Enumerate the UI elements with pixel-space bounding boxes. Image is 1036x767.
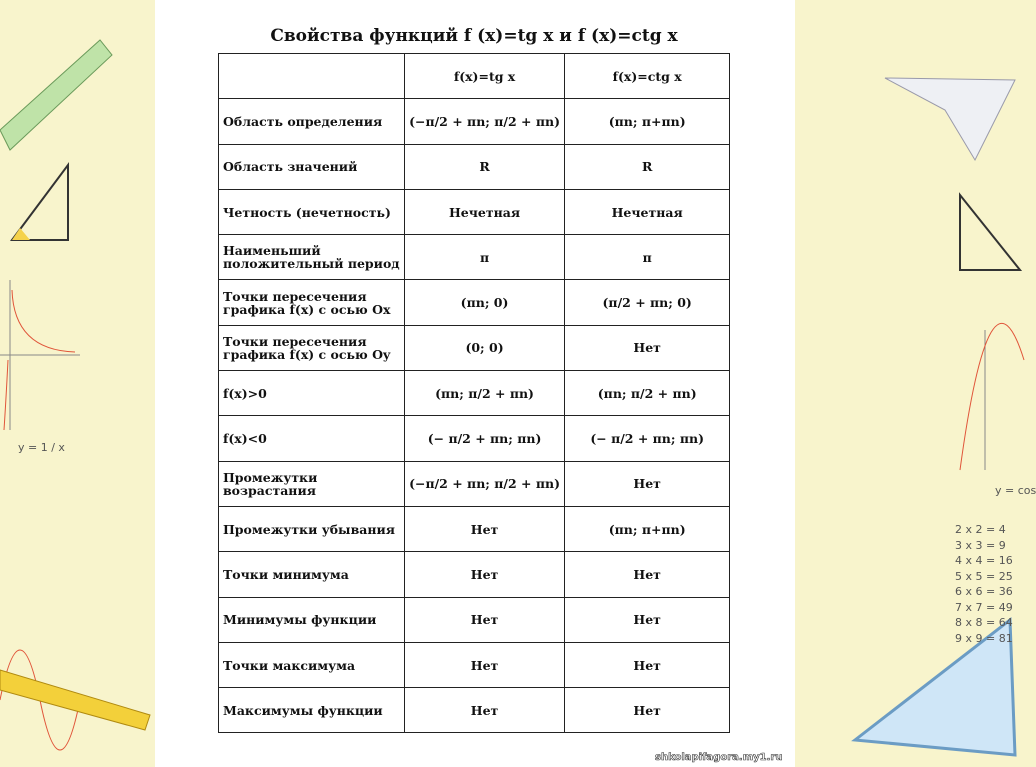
tg-value: π — [404, 235, 565, 280]
tg-value: Нет — [404, 597, 565, 642]
paper-plane-icon — [885, 78, 1015, 160]
triangle-icon — [12, 165, 68, 240]
ctg-value: (πn; π/2 + πn) — [565, 371, 730, 416]
table-row — [219, 189, 730, 234]
tg-value: Нет — [404, 642, 565, 687]
tg-value: Нет — [404, 552, 565, 597]
multiplication-line: 2 x 2 = 4 — [955, 523, 1006, 536]
table-header-row — [219, 54, 730, 99]
table-row — [219, 552, 730, 597]
property-label: Точки максимума — [219, 642, 405, 687]
table-row — [219, 144, 730, 189]
multiplication-line: 7 x 7 = 49 — [955, 600, 1013, 614]
watermark: shkolapifagora.my1.ru — [655, 752, 783, 763]
multiplication-line: 8 x 8 = 64 — [955, 616, 1013, 629]
property-label: Четность (нечетность) — [219, 189, 405, 234]
property-label: f(x)>0 — [219, 371, 405, 416]
tg-value: (0; 0) — [404, 325, 565, 370]
property-label: Промежутки возрастания — [219, 461, 405, 506]
property-label: Область определения — [219, 99, 405, 144]
ctg-value: R — [565, 144, 730, 189]
ctg-value: π — [565, 235, 730, 280]
right-decoration — [795, 0, 1024, 767]
table-row — [219, 597, 730, 642]
table-row — [219, 461, 730, 506]
property-label: Область значений — [219, 144, 405, 189]
table-row — [219, 416, 730, 461]
table-row — [219, 325, 730, 370]
table-row — [219, 506, 730, 551]
page-title — [218, 26, 730, 46]
multiplication-table — [955, 522, 1013, 646]
properties-table — [218, 53, 730, 733]
tg-value: R — [404, 144, 565, 189]
multiplication-line: 9 x 9 = 81 — [955, 631, 1013, 645]
ctg-value: Нет — [565, 552, 730, 597]
property-label: Максимумы функции — [219, 688, 405, 733]
ctg-value: Нечетная — [565, 189, 730, 234]
left-decoration — [0, 0, 155, 767]
tg-value: (πn; π/2 + πn) — [404, 371, 565, 416]
table-row — [219, 688, 730, 733]
multiplication-line: 4 x 4 = 16 — [955, 554, 1013, 567]
ctg-value: (− π/2 + πn; πn) — [565, 416, 730, 461]
ctg-value: Нет — [565, 461, 730, 506]
ctg-value: Нет — [565, 597, 730, 642]
triangle-icon — [960, 195, 1020, 270]
ctg-value: (πn; π+πn) — [565, 506, 730, 551]
tg-value: (πn; 0) — [404, 280, 565, 325]
table-row — [219, 371, 730, 416]
tg-value: (− π/2 + πn; πn) — [404, 416, 565, 461]
tg-value: Нечетная — [404, 189, 565, 234]
ctg-value: (πn; π+πn) — [565, 99, 730, 144]
table-row — [219, 642, 730, 687]
multiplication-line: 6 x 6 = 36 — [955, 585, 1013, 598]
table-row — [219, 99, 730, 144]
table-row — [219, 235, 730, 280]
tg-value: Нет — [404, 688, 565, 733]
title-text: Свойства функций f (x)=tg x и f (x)=ctg x — [270, 26, 678, 46]
multiplication-line: 3 x 3 = 9 — [955, 538, 1006, 552]
graph-label-left: y = 1 / x — [18, 441, 65, 454]
property-label: Точки пересечения графика f(x) с осью Oy — [219, 325, 405, 370]
graph-label-right: y = cos — [995, 484, 1036, 497]
header-ctg: f(x)=ctg x — [565, 54, 730, 99]
hyperbola-graph-icon — [0, 280, 80, 430]
ctg-value: Нет — [565, 688, 730, 733]
tg-value: (−π/2 + πn; π/2 + πn) — [404, 99, 565, 144]
ctg-value: Нет — [565, 325, 730, 370]
table-row — [219, 280, 730, 325]
header-tg: f(x)=tg x — [404, 54, 565, 99]
property-label: Наименьший положительный период — [219, 235, 405, 280]
property-label: Минимумы функции — [219, 597, 405, 642]
ruler-icon — [0, 40, 112, 150]
property-label: Промежутки убывания — [219, 506, 405, 551]
multiplication-line: 5 x 5 = 25 — [955, 569, 1013, 583]
tg-value: (−π/2 + πn; π/2 + πn) — [404, 461, 565, 506]
tg-value: Нет — [404, 506, 565, 551]
ctg-value: (π/2 + πn; 0) — [565, 280, 730, 325]
ctg-value: Нет — [565, 642, 730, 687]
property-label: Точки пересечения графика f(x) с осью Ox — [219, 280, 405, 325]
property-label: Точки минимума — [219, 552, 405, 597]
header-blank — [219, 54, 405, 99]
cosine-graph-icon — [960, 323, 1024, 470]
property-label: f(x)<0 — [219, 416, 405, 461]
